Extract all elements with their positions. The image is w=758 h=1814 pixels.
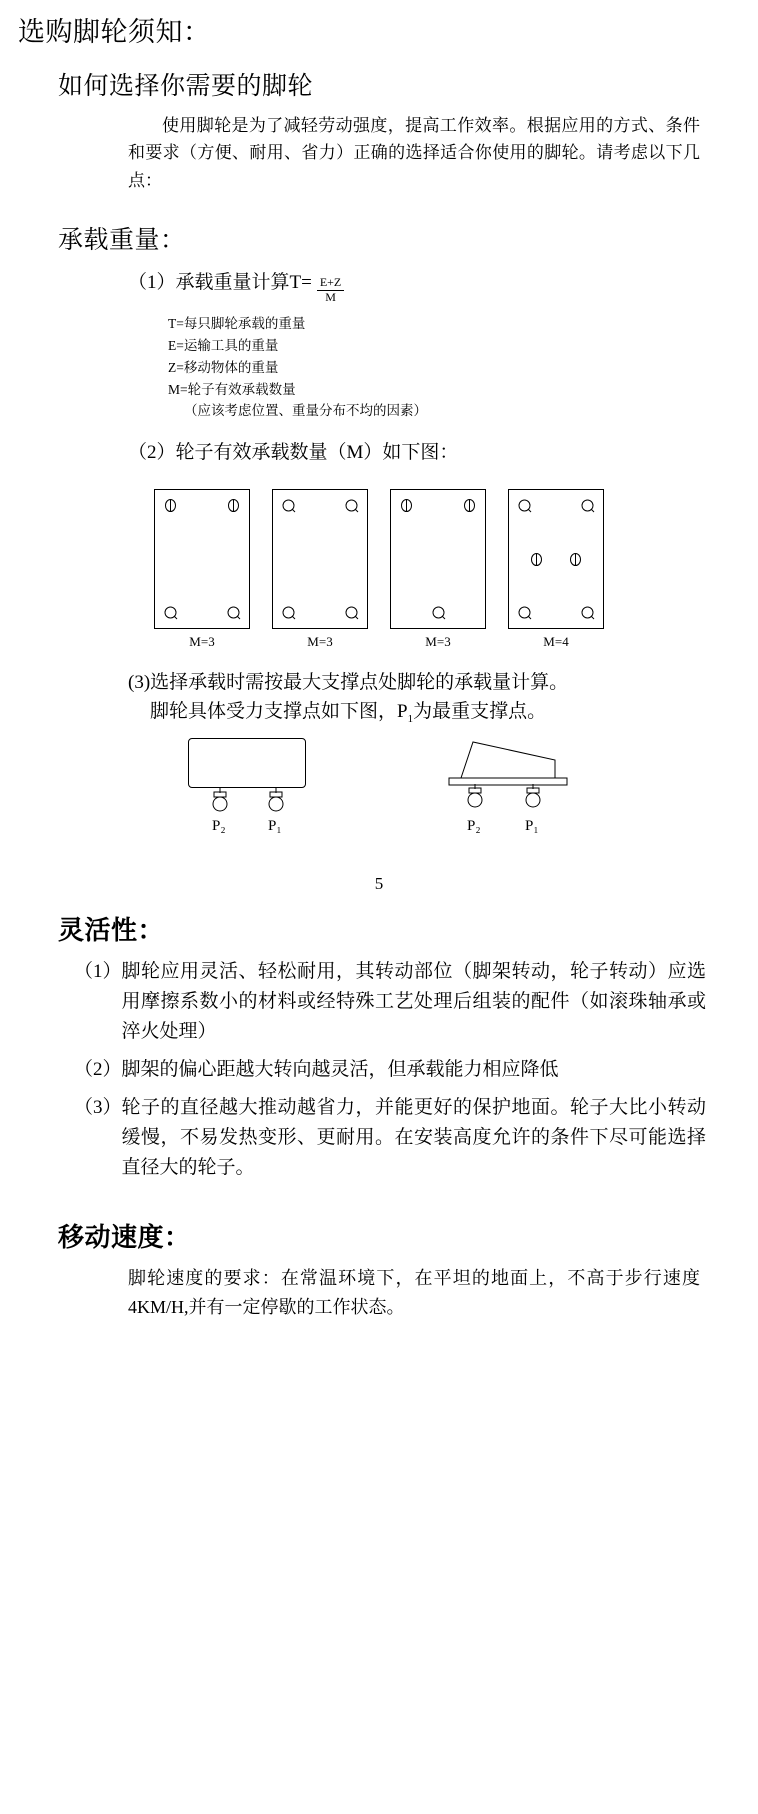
plate-diagram-2: [272, 489, 368, 650]
caster-icon: [399, 498, 414, 513]
caster-icon: [226, 605, 241, 620]
caster-icon: [344, 498, 359, 513]
speed-paragraph: 脚轮速度的要求：在常温环境下，在平坦的地面上，不高于步行速度4KM/H,并有一定停歇的工作状态。: [128, 1268, 700, 1318]
tilted-load-shape: [443, 738, 573, 788]
plate-diagram-1: [154, 489, 250, 650]
list-item: [74, 957, 706, 1047]
load-item-2: （2）轮子有效承载数量（M）如下图：: [128, 442, 459, 464]
definition-note: （应该考虑位置、重量分布不均的因素）: [184, 403, 427, 419]
list-item-number: （2）: [74, 1058, 122, 1080]
definition-item: M=轮子有效承载数量: [168, 381, 296, 397]
load-item-1: [128, 268, 740, 307]
definition-item: E=运输工具的重量: [168, 337, 279, 353]
definition-item: T=每只脚轮承载的重量: [168, 315, 306, 331]
section-subtitle: 如何选择你需要的脚轮: [58, 72, 314, 100]
load-box: [188, 738, 306, 788]
list-item: [74, 1093, 706, 1183]
support-label-p1: P₁: [268, 817, 282, 834]
caster-icon: [523, 784, 543, 810]
list-item-text: 脚轮应用灵活、轻松耐用，其转动部位（脚架转动，轮子转动）应选用摩擦系数小的材料或经特殊工艺处理后组装的配件（如滚珠轴承或淬火处理）: [121, 960, 706, 1042]
plate-outline: [390, 489, 486, 629]
page-number: 5: [374, 873, 384, 893]
support-diagram-level: [188, 738, 306, 840]
plate-outline: [272, 489, 368, 629]
formula-denominator: M: [317, 290, 344, 305]
caster-icon: [568, 552, 583, 567]
caster-icon: [580, 605, 595, 620]
support-labels: [188, 818, 306, 840]
support-diagram-tilted: [443, 738, 573, 840]
support-label-p2: P₂: [467, 817, 481, 834]
plate-label: M=4: [543, 633, 569, 649]
load-item-3: [128, 668, 700, 728]
caster-icon: [266, 788, 286, 814]
caster-icon: [281, 605, 296, 620]
caster-icon: [529, 552, 544, 567]
plate-diagram-4: [508, 489, 604, 650]
page-title: 选购脚轮须知：: [18, 17, 211, 47]
support-point-diagrams: [18, 738, 740, 868]
section-flexibility-heading: 灵活性：: [58, 915, 165, 945]
plate-label: M=3: [307, 633, 333, 649]
list-item-text: 脚架的偏心距越大转向越灵活，但承载能力相应降低: [121, 1058, 559, 1080]
load-item-3-line2-start: 脚轮具体受力支撑点如下图，P: [150, 701, 408, 723]
caster-icon: [226, 498, 241, 513]
caster-icon: [580, 498, 595, 513]
load-definitions: [168, 313, 740, 422]
support-label-p1: P₁: [525, 817, 539, 834]
load-item-3-line2-end: 为最重支撑点。: [413, 701, 547, 723]
load-formula: [317, 276, 344, 305]
caster-icon: [163, 605, 178, 620]
caster-icon: [210, 788, 230, 814]
caster-icon: [465, 784, 485, 810]
caster-icon: [431, 605, 446, 620]
caster-icon: [462, 498, 477, 513]
caster-icon: [517, 605, 532, 620]
plate-label: M=3: [425, 633, 451, 649]
plate-outline: [508, 489, 604, 629]
plate-label: M=3: [189, 633, 215, 649]
load-item-1-label: （1）承载重量计算T=: [128, 272, 312, 294]
list-item-number: （3）: [74, 1096, 122, 1118]
list-item: [74, 1055, 706, 1085]
caster-icon: [344, 605, 359, 620]
formula-numerator: E+Z: [319, 275, 342, 290]
plate-outline: [154, 489, 250, 629]
support-label-p2: P₂: [212, 817, 226, 834]
flexibility-list: [74, 957, 706, 1183]
load-item-3-subscript: 1: [407, 712, 414, 725]
list-item-text: 轮子的直径越大推动越省力，并能更好的保护地面。轮子大比小转动缓慢，不易发热变形、更耐用。在安装高度允许的条件下尽可能选择直径大的轮子。: [121, 1096, 706, 1178]
wheels-row: [188, 788, 306, 818]
support-labels: [443, 818, 573, 840]
caster-icon: [163, 498, 178, 513]
wheels-row: [443, 788, 573, 818]
load-item-3-line1: (3)选择承载时需按最大支撑点处脚轮的承载量计算。: [128, 671, 569, 693]
section-load-heading: 承载重量：: [58, 227, 186, 255]
caster-icon: [281, 498, 296, 513]
section-speed-heading: 移动速度：: [58, 1223, 191, 1253]
definition-item: Z=移动物体的重量: [168, 359, 279, 375]
plate-diagram-3: [390, 489, 486, 650]
caster-icon: [517, 498, 532, 513]
plate-diagrams: [18, 489, 740, 650]
list-item-number: （1）: [74, 960, 122, 982]
intro-paragraph: 使用脚轮是为了减轻劳动强度，提高工作效率。根据应用的方式、条件和要求（方便、耐用、省力）正确的选择适合你使用的脚轮。请考虑以下几点：: [128, 115, 700, 190]
load-list: [128, 268, 740, 468]
